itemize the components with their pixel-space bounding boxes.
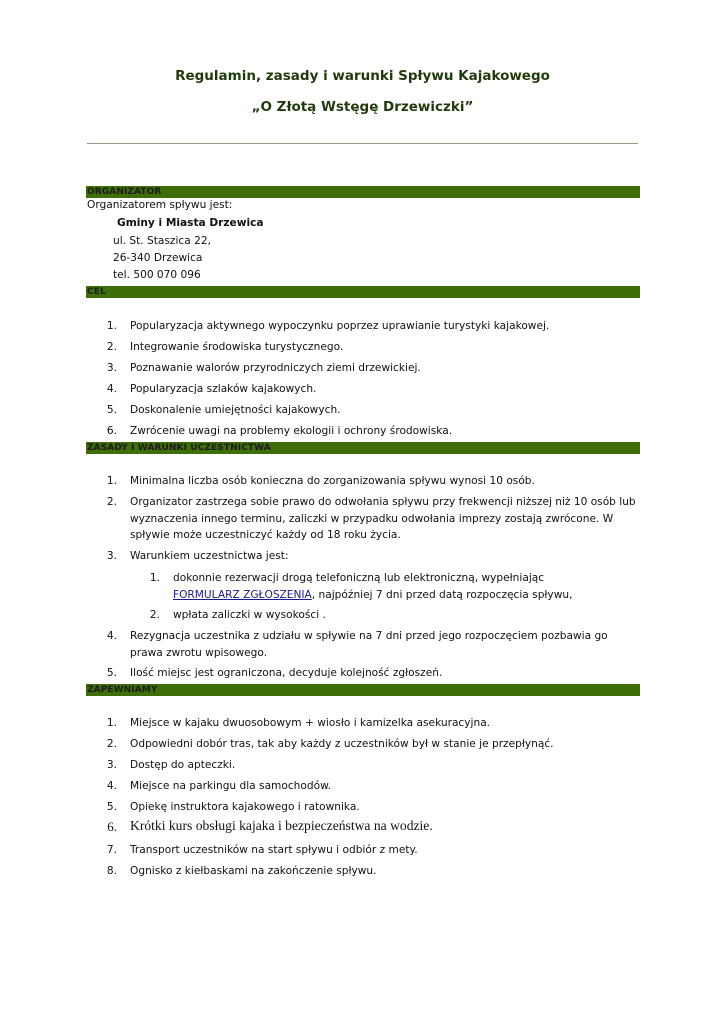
list-number: 6.: [107, 819, 117, 834]
list-number: 2.: [106, 738, 117, 750]
list-number: 4.: [106, 630, 117, 642]
list-item: Popularyzacja szlaków kajakowych.: [130, 383, 317, 395]
sublist-item: [173, 570, 593, 603]
sublist-item: wpłata zaliczki w wysokości .: [173, 609, 326, 621]
list-item: Zwrócenie uwagi na problemy ekologii i ochrony środowiska.: [130, 425, 453, 437]
list-item: Organizator zastrzega sobie prawo do odwołania spływu przy frekwencji niższej niż 10 osób lub wyznaczenia innego terminu, zaliczki w przypadku odwołania imprezy zostają zwrócone. W spływie może uczestniczyć każdy od 18 roku życia.: [130, 496, 636, 541]
list-number: 1.: [149, 572, 160, 584]
list-number: 1.: [106, 475, 117, 487]
list-number: 4.: [106, 383, 117, 395]
document-title: Regulamin, zasady i warunki Spływu Kajakowego: [175, 68, 550, 84]
list-item: Minimalna liczba osób konieczna do zorganizowania spływu wynosi 10 osób.: [130, 475, 535, 487]
list-item: Popularyzacja aktywnego wypoczynku poprzez uprawianie turystyki kajakowej.: [130, 320, 550, 332]
section-band-goal: [86, 286, 640, 298]
list-item: Poznawanie walorów przyrodniczych ziemi drzewickiej.: [130, 362, 421, 374]
list-number: 6.: [106, 425, 117, 437]
sublist-item-text: dokonnie rezerwacji drogą telefoniczną lub elektroniczną, wypełniając: [173, 572, 545, 584]
section-heading-provide: ZAPEWNIAMY: [87, 685, 158, 695]
organizer-phone: tel. 500 070 096: [113, 269, 201, 281]
list-number: 1.: [106, 320, 117, 332]
list-item: Rezygnacja uczestnika z udziału w spływie na 7 dni przed jego rozpoczęciem pozbawia go prawa zwrotu wpisowego.: [130, 630, 608, 659]
section-heading-rules: ZASADY I WARUNKI UCZESTNICTWA: [87, 443, 271, 453]
list-item: Odpowiedni dobór tras, tak aby każdy z uczestników był w stanie je przepłynąć.: [130, 738, 554, 750]
sublist-item-text: , najpóźniej 7 dni przed datą rozpoczęcia spływu,: [311, 588, 573, 601]
section-heading-organizer: ORGANIZATOR: [87, 187, 162, 197]
organizer-street: ul. St. Staszica 22,: [113, 235, 211, 247]
list-number: 4.: [106, 780, 117, 792]
section-band-organizer: [86, 186, 640, 198]
list-number: 3.: [106, 362, 117, 374]
list-number: 7.: [106, 844, 117, 856]
section-heading-goal: CEL: [87, 287, 106, 297]
list-item: Ognisko z kiełbaskami na zakończenie spływu.: [130, 865, 377, 877]
registration-form-link[interactable]: FORMULARZ ZGŁOSZENIA: [173, 588, 312, 601]
section-band-provide: [86, 684, 640, 696]
list-item: Krótki kurs obsługi kajaka i bezpieczeństwa na wodzie.: [130, 818, 433, 833]
section-band-rules: [86, 442, 640, 454]
list-item: Miejsce na parkingu dla samochodów.: [130, 780, 332, 792]
list-item: Doskonalenie umiejętności kajakowych.: [130, 404, 341, 416]
list-number: 2.: [149, 609, 160, 621]
list-item: Miejsce w kajaku dwuosobowym + wiosło i kamizelka asekuracyjna.: [130, 717, 491, 729]
list-number: 3.: [106, 550, 117, 562]
list-item: Opiekę instruktora kajakowego i ratownika.: [130, 801, 360, 813]
list-number: 2.: [106, 341, 117, 353]
organizer-city: 26-340 Drzewica: [113, 252, 203, 264]
list-number: 5.: [106, 404, 117, 416]
list-number: 2.: [106, 496, 117, 508]
list-item: Dostęp do apteczki.: [130, 759, 236, 771]
organizer-intro: Organizatorem spływu jest:: [87, 199, 233, 211]
document-subtitle: „O Złotą Wstęgę Drzewiczki”: [251, 99, 474, 115]
list-item: Warunkiem uczestnictwa jest:: [130, 550, 289, 562]
list-number: 3.: [106, 759, 117, 771]
list-item: Transport uczestników na start spływu i odbiór z mety.: [130, 844, 418, 856]
list-item: Ilość miejsc jest ograniczona, decyduje kolejność zgłoszeń.: [130, 667, 443, 679]
list-number: 1.: [106, 717, 117, 729]
list-number: 5.: [106, 801, 117, 813]
list-number: 5.: [106, 667, 117, 679]
list-item: Integrowanie środowiska turystycznego.: [130, 341, 344, 353]
title-divider: [87, 143, 638, 144]
organizer-name: Gminy i Miasta Drzewica: [117, 217, 264, 229]
list-number: 8.: [106, 865, 117, 877]
